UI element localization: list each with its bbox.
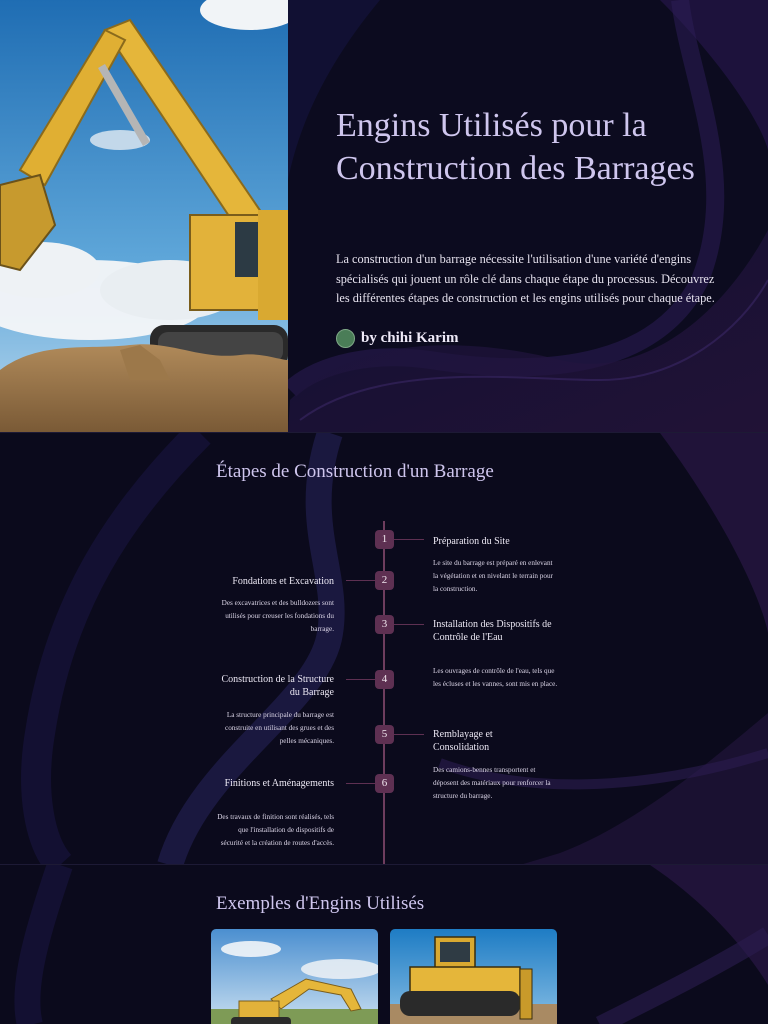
step-2-body: Des excavatrices et des bulldozers sont utilisés pour creuser les fondations du barrage.: [221, 599, 334, 633]
hero-section: [0, 0, 768, 432]
step-3-connector: [394, 624, 424, 625]
bulldozer-photo-icon: [390, 929, 557, 1024]
background-swirl: [0, 865, 768, 1024]
step-1-badge: 1: [375, 530, 394, 549]
examples-section: [0, 864, 768, 1024]
step-2-badge: 2: [375, 571, 394, 590]
step-4-title: Construction de la Structure du Barrage: [221, 674, 334, 698]
step-1-connector: [394, 539, 424, 540]
step-4-body: La structure principale du barrage est construite en utilisant des grues et des pelles mécaniques.: [225, 711, 334, 745]
page-title: [336, 104, 736, 190]
avatar: [336, 329, 355, 348]
step-2-connector: [346, 580, 375, 581]
excavator-photo-icon: [211, 929, 378, 1024]
step-3-badge: 3: [375, 615, 394, 634]
step-5-connector: [394, 734, 424, 735]
step-4-badge: 4: [375, 670, 394, 689]
step-6-body: Des travaux de finition sont réalisés, tels que l'installation de dispositifs de sécurité et la création de routes d'accès.: [217, 813, 334, 847]
step-1-title: Préparation du Site: [433, 536, 510, 547]
author-credit: [336, 329, 459, 348]
step-5-badge: 5: [375, 725, 394, 744]
hero-excavator-image: [0, 0, 288, 432]
examples-title: Exemples d'Engins Utilisés: [216, 893, 425, 914]
step-1-body: Le site du barrage est préparé en enlevant la végétation et en nivelant le terrain pour la construction.: [433, 559, 553, 593]
example-card-bulldozer[interactable]: [390, 929, 557, 1024]
step-6-title: Finitions et Aménagements: [224, 778, 334, 789]
step-5-body: Des camions-bennes transportent et déposent des matériaux pour renforcer la structure du barrage.: [433, 766, 551, 800]
page-title-line-2: Construction des Barrages: [336, 150, 695, 187]
timeline-title: Étapes de Construction d'un Barrage: [216, 461, 494, 482]
step-4-connector: [346, 679, 375, 680]
author-name: by chihi Karim: [361, 330, 459, 346]
step-2-title: Fondations et Excavation: [232, 576, 334, 587]
step-6-connector: [346, 783, 375, 784]
step-6-badge: 6: [375, 774, 394, 793]
step-3-title: Installation des Dispositifs de Contrôle de l'Eau: [433, 619, 552, 643]
hero-description: La construction d'un barrage nécessite l'utilisation d'une variété d'engins spécialisés qui jouent un rôle clé dans chaque étape du processus. Découvrez les différentes étapes de construction et les engins utilisés pour chaque étape.: [336, 252, 715, 305]
step-3-body: Les ouvrages de contrôle de l'eau, tels que les écluses et les vannes, sont mis en place.: [433, 667, 558, 688]
timeline-section: [0, 432, 768, 864]
step-5-title: Remblayage et Consolidation: [433, 729, 493, 753]
example-card-excavator[interactable]: [211, 929, 378, 1024]
page-title-line-1: Engins Utilisés pour la: [336, 107, 647, 144]
excavator-photo-icon: [0, 0, 288, 432]
